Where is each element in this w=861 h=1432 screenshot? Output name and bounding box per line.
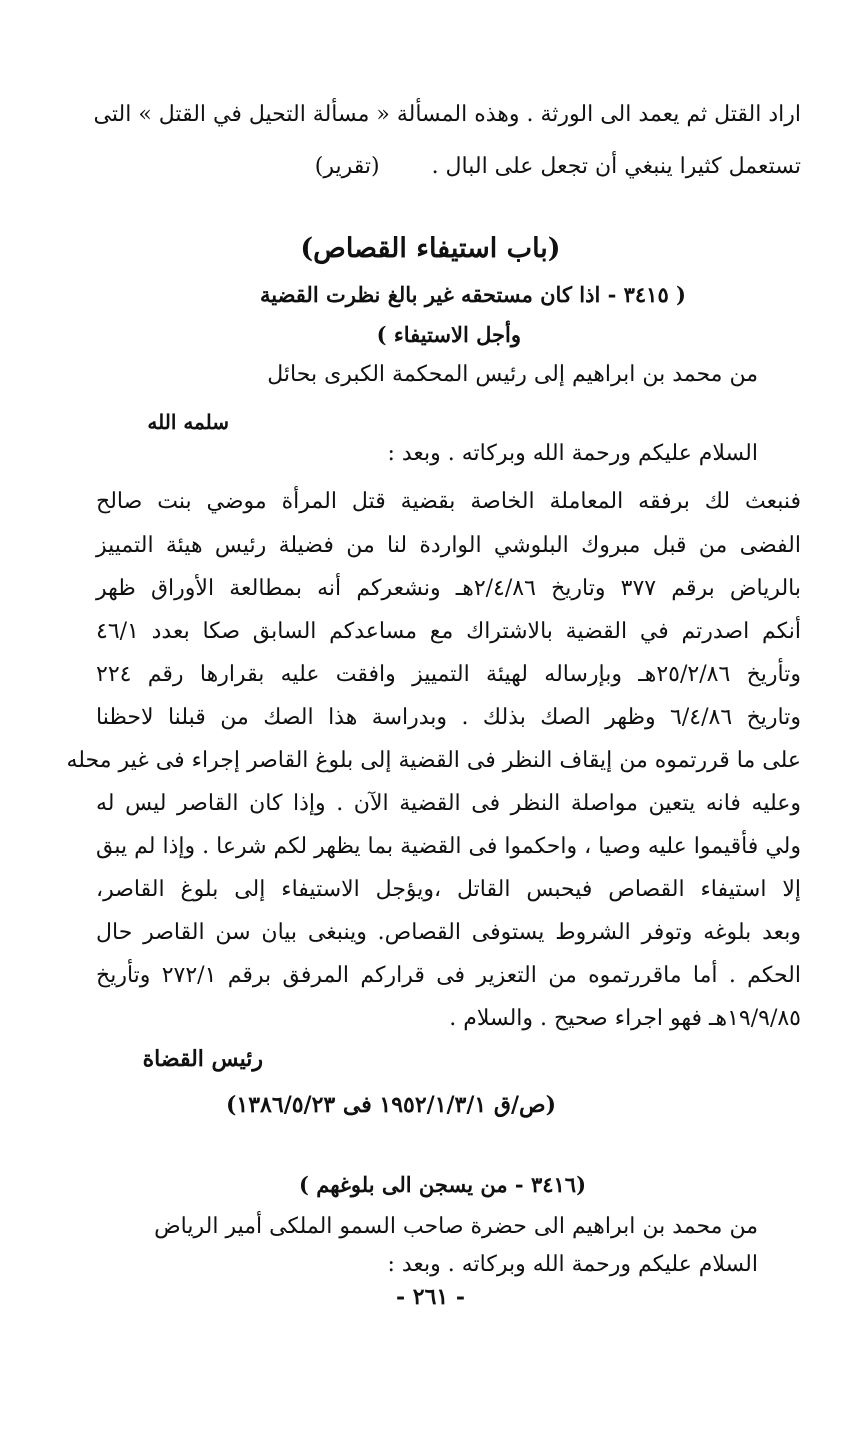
letter-greeting: السلام عليكم ورحمة الله وبركاته . وبعد :: [387, 1252, 758, 1277]
section-title: (باب استيفاء القصاص): [300, 233, 561, 264]
item-heading: ( ٣٤١٥ - اذا كان مستحقه غير بالغ نظرت القضية: [260, 282, 686, 307]
note-label: (تقرير): [314, 154, 380, 179]
body-line: وتأريخ ٢٥/٢/٨٦هـ وبإرساله لهيئة التمييز وافقت عليه بقرارها رقم ٢٢٤: [96, 662, 801, 687]
body-line: الفضى من قبل مبروك البلوشي الواردة لنا من فضيلة رئيس هيئة التمييز: [96, 533, 801, 558]
paragraph-line: اراد القتل ثم يعمد الى الورثة . وهذه المسألة « مسألة التحيل في القتل » التى: [93, 102, 801, 127]
body-line: فنبعث لك برفقه المعاملة الخاصة بقضية قتل المرأة موضي بنت صالح: [96, 489, 801, 514]
body-line: وبعد بلوغه وتوفر الشروط يستوفى القصاص. وينبغى بيان سن القاصر حال: [96, 920, 801, 945]
paragraph-text: تستعمل كثيرا ينبغي أن تجعل على البال .: [431, 154, 801, 179]
body-line: ولي فأقيموا عليه وصيا ، واحكموا فى القضية بما يظهر لكم شرعا . وإذا لم يبق: [96, 834, 801, 859]
letter-sender: من محمد بن ابراهيم إلى رئيس المحكمة الكبرى بحائل: [267, 362, 758, 387]
body-line: ١٩/٩/٨٥هـ فهو اجراء صحيح . والسلام .: [449, 1006, 801, 1031]
body-line: أنكم اصدرتم في القضية بالاشتراك مع مساعدكم السابق صكا بعدد ٤٦/١: [96, 619, 801, 644]
letter-salutation: سلمه الله: [147, 410, 229, 434]
body-line: الحكم . أما ماقررتموه من التعزير فى قراركم المرفق برقم ٢٧٢/١ وتأريخ: [96, 963, 801, 988]
body-line: إلا استيفاء القصاص فيحبس القاتل ،ويؤجل الاستيفاء إلى بلوغ القاصر،: [96, 877, 801, 902]
letter-greeting: السلام عليكم ورحمة الله وبركاته . وبعد :: [387, 441, 758, 466]
body-line: وعليه فانه يتعين مواصلة النظر فى القضية الآن . وإذا كان القاصر ليس له: [96, 791, 801, 816]
body-line: على ما قررتموه من إيقاف النظر فى القضية إلى بلوغ القاصر إجراء فى غير محله: [66, 748, 801, 773]
item-heading: وأجل الاستيفاء ): [376, 322, 521, 347]
page-number: - ٢٦١ -: [395, 1284, 466, 1310]
letter-sender: من محمد بن ابراهيم الى حضرة صاحب السمو الملكى أمير الرياض: [154, 1214, 758, 1239]
reference-number: (ص/ق ١٩٥٢/١/٣/١ فى ١٣٨٦/٥/٢٣): [226, 1092, 556, 1118]
item-heading: (٣٤١٦ - من يسجن الى بلوغهم ): [299, 1172, 586, 1197]
body-line: بالرياض برقم ٣٧٧ وتاريخ ٢/٤/٨٦هـ ونشعركم أنه بمطالعة الأوراق ظهر: [96, 576, 801, 601]
body-line: وتاريخ ٦/٤/٨٦ وظهر الصك بذلك . وبدراسة هذا الصك من قبلنا لاحظنا: [96, 705, 801, 730]
signature: رئيس القضاة: [142, 1046, 263, 1072]
paragraph-line: [315, 150, 801, 184]
